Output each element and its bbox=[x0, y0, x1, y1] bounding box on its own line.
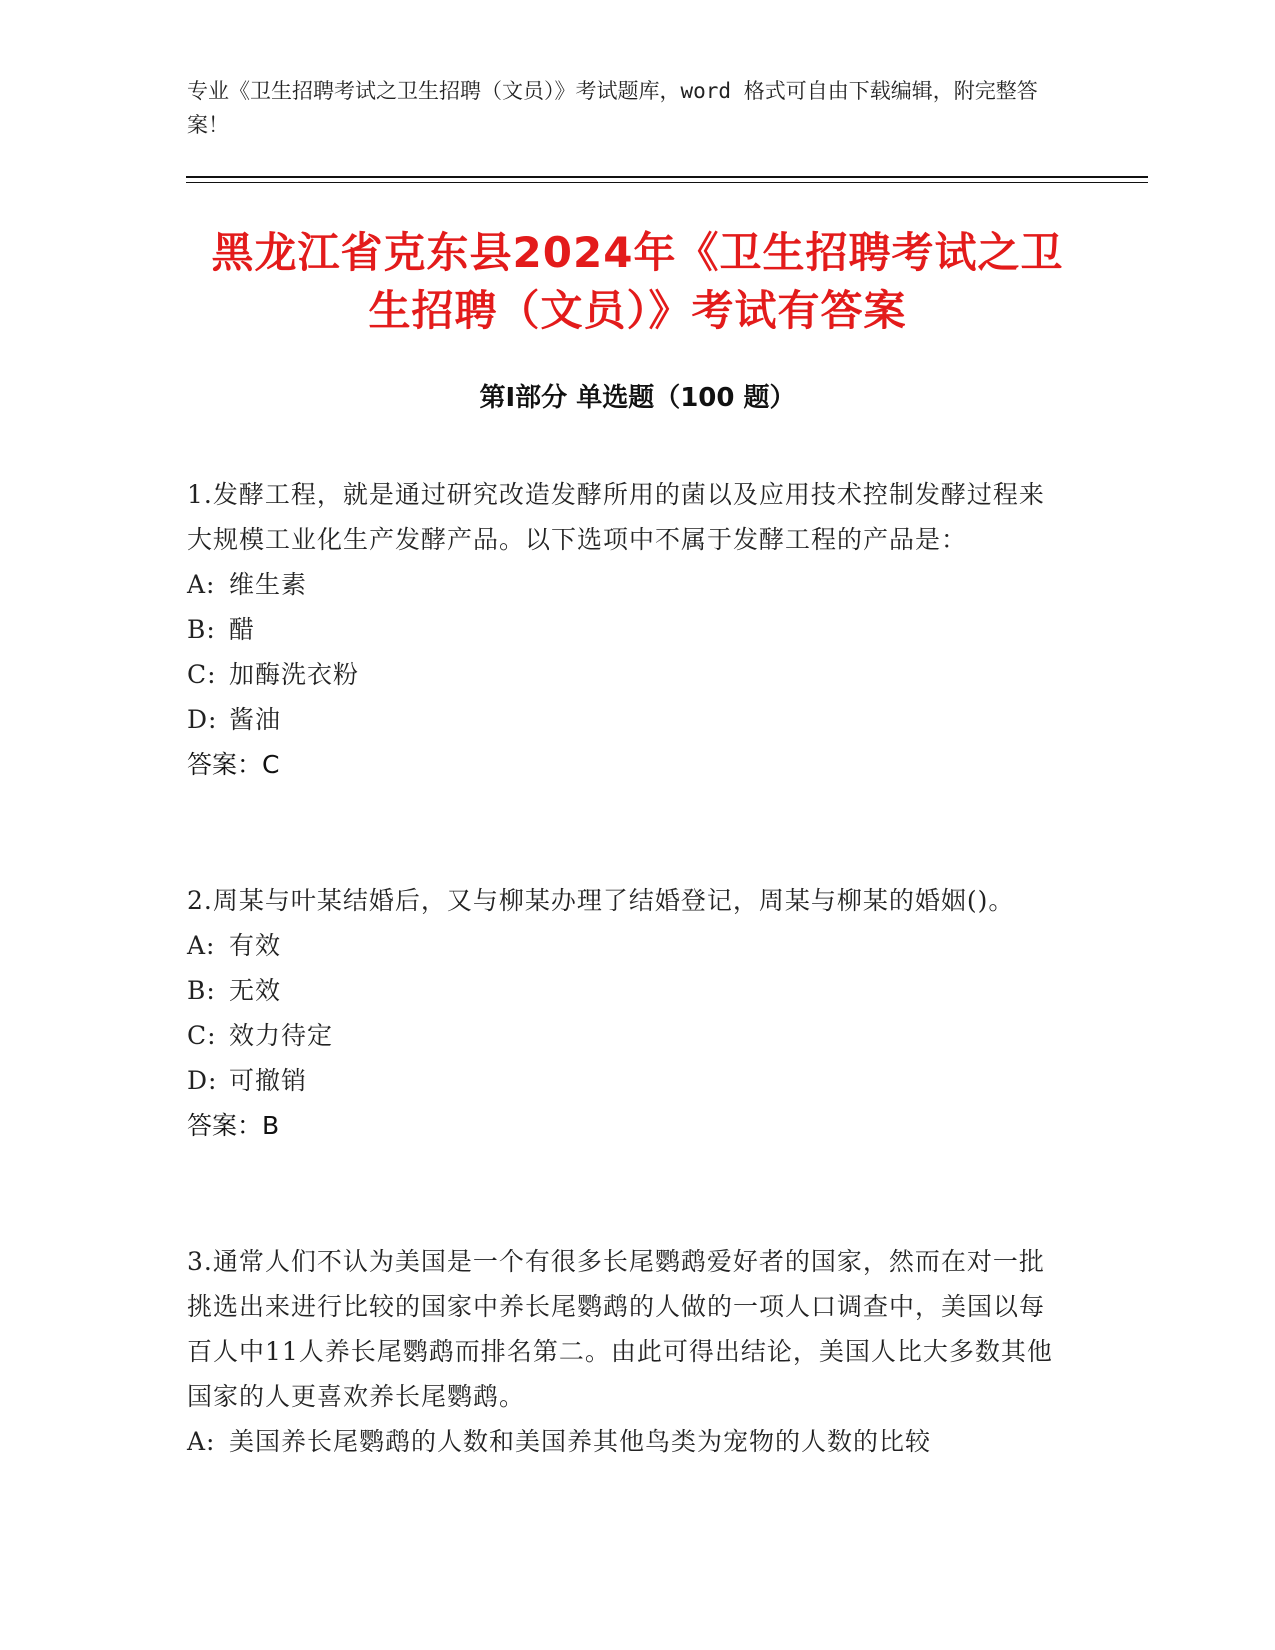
option-a bbox=[187, 1419, 1067, 1464]
answer-line: 答案：C bbox=[187, 750, 280, 779]
document-title-line-1: 黑龙江省克东县2024年《卫生招聘考试之卫 bbox=[211, 228, 1064, 277]
option-a bbox=[187, 923, 1067, 968]
option-text: 醋 bbox=[229, 615, 256, 644]
option-text: 加酶洗衣粉 bbox=[229, 660, 360, 689]
option-key: C: bbox=[187, 660, 217, 689]
option-a bbox=[187, 562, 1067, 607]
option-b bbox=[187, 607, 1067, 652]
header-divider bbox=[186, 176, 1148, 178]
question-stem: 2.周某与叶某结婚后，又与柳某办理了结婚登记，周某与柳某的婚姻()。 bbox=[187, 886, 1015, 915]
option-text: 有效 bbox=[229, 931, 282, 960]
option-key: B: bbox=[187, 615, 216, 644]
option-key: A: bbox=[187, 931, 216, 960]
option-d bbox=[187, 697, 1067, 742]
option-key: D: bbox=[187, 705, 218, 734]
option-d bbox=[187, 1058, 1067, 1103]
option-key: B: bbox=[187, 976, 216, 1005]
question-3 bbox=[187, 1239, 1067, 1464]
option-text: 无效 bbox=[229, 976, 282, 1005]
option-text: 酱油 bbox=[229, 705, 282, 734]
question-stem: 1.发酵工程，就是通过研究改造发酵所用的菌以及应用技术控制发酵过程来大规模工业化生产发酵产品。以下选项中不属于发酵工程的产品是： bbox=[187, 480, 1045, 554]
question-2 bbox=[187, 878, 1067, 1148]
option-text: 效力待定 bbox=[229, 1021, 334, 1050]
answer-line: 答案：B bbox=[187, 1111, 280, 1140]
option-key: A: bbox=[187, 570, 216, 599]
document-title bbox=[150, 224, 1125, 340]
option-c bbox=[187, 652, 1067, 697]
option-key: C: bbox=[187, 1021, 217, 1050]
option-key: D: bbox=[187, 1066, 218, 1095]
document-title-line-2: 生招聘（文员）》考试有答案 bbox=[368, 286, 907, 335]
header-divider-thin bbox=[186, 182, 1148, 183]
option-text: 维生素 bbox=[229, 570, 308, 599]
option-text: 可撤销 bbox=[229, 1066, 308, 1095]
section-heading: 第Ⅰ部分 单选题（100 题） bbox=[479, 383, 796, 413]
header-note: 专业《卫生招聘考试之卫生招聘（文员）》考试题库，word 格式可自由下载编辑，附完整答案！ bbox=[187, 79, 1038, 137]
option-key: A: bbox=[187, 1427, 216, 1456]
option-b bbox=[187, 968, 1067, 1013]
option-c bbox=[187, 1013, 1067, 1058]
question-stem: 3.通常人们不认为美国是一个有很多长尾鹦鹉爱好者的国家，然而在对一批挑选出来进行比较的国家中养长尾鹦鹉的人做的一项人口调查中，美国以每百人中11人养长尾鹦鹉而排名第二。由此可得出结论，美国人比大多数其他国家的人更喜欢养长尾鹦鹉。 bbox=[187, 1247, 1053, 1411]
option-text: 美国养长尾鹦鹉的人数和美国养其他鸟类为宠物的人数的比较 bbox=[229, 1427, 932, 1456]
question-1 bbox=[187, 472, 1067, 787]
